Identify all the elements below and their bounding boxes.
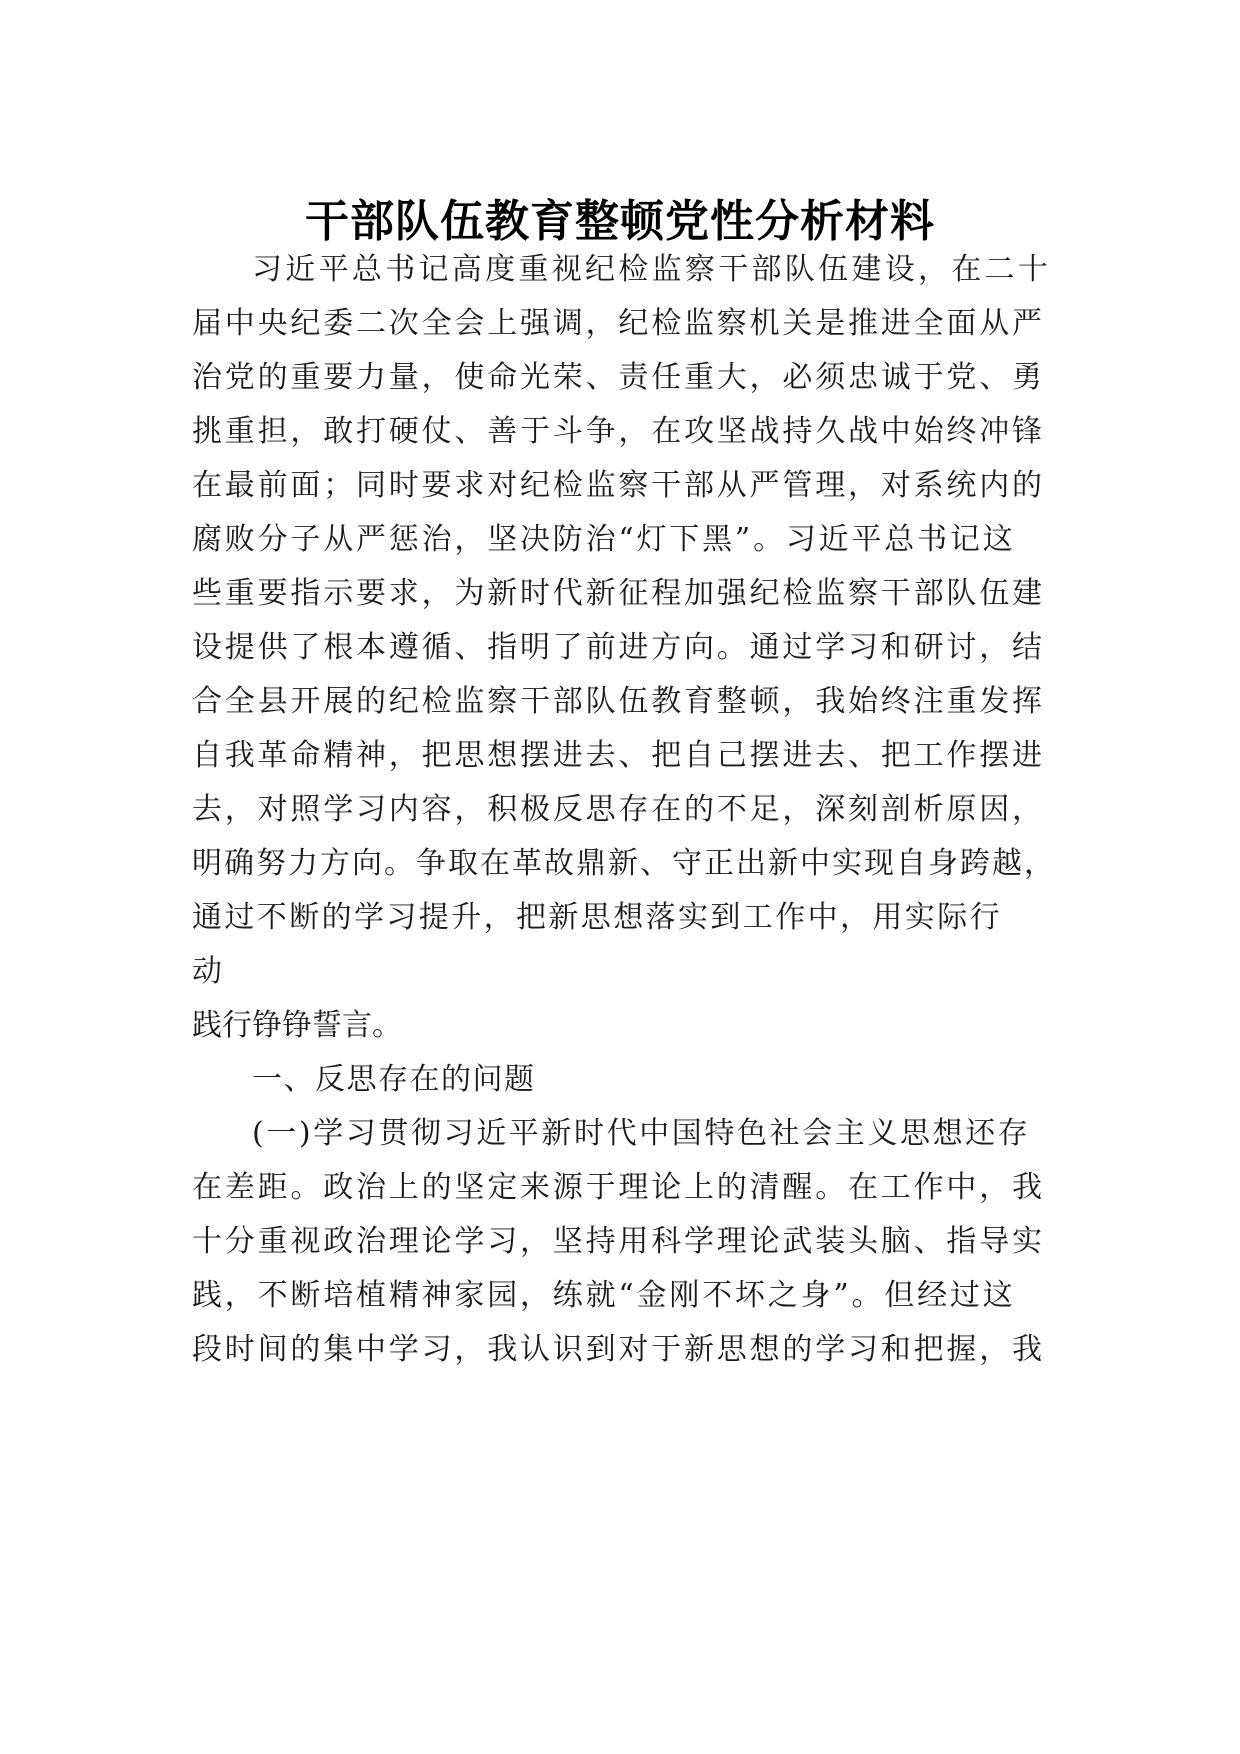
paragraph-line: 去，对照学习内容，积极反思存在的不足，深刻剖析原因， bbox=[192, 792, 1045, 827]
paragraph-line: (一)学习贯彻习近平新时代中国特色社会主义思想还存 bbox=[252, 1116, 1031, 1151]
paragraph-line: 设提供了根本遵循、指明了前进方向。通过学习和研讨，结 bbox=[192, 630, 1045, 665]
paragraph-line: 届中央纪委二次全会上强调，纪检监察机关是推进全面从严 bbox=[192, 306, 1045, 341]
paragraph-line: 践，不断培植精神家园，练就“金刚不坏之身”。但经过这 bbox=[192, 1278, 1016, 1313]
paragraph-line: 腐败分子从严惩治，坚决防治“灯下黑”。习近平总书记这 bbox=[192, 522, 1016, 557]
paragraph-line: 挑重担，敢打硬仗、善于斗争，在攻坚战持久战中始终冲锋 bbox=[192, 414, 1045, 449]
paragraph-line: 习近平总书记高度重视纪检监察干部队伍建设，在二十 bbox=[252, 252, 1052, 287]
paragraph-line: 些重要指示要求，为新时代新征程加强纪检监察干部队伍建 bbox=[192, 576, 1045, 611]
paragraph-line: 合全县开展的纪检监察干部队伍教育整顿，我始终注重发挥 bbox=[192, 684, 1045, 719]
paragraph-line: 明确努力方向。争取在革故鼎新、守正出新中实现自身跨越， bbox=[192, 846, 1056, 881]
paragraph-line: 段时间的集中学习，我认识到对于新思想的学习和把握，我 bbox=[192, 1332, 1045, 1367]
paragraph-line: 践行铮铮誓言。 bbox=[192, 1008, 402, 1043]
paragraph-line: 自我革命精神，把思想摆进去、把自己摆进去、把工作摆进 bbox=[192, 738, 1045, 773]
paragraph-line: 在差距。政治上的坚定来源于理论上的清醒。在工作中，我 bbox=[192, 1170, 1045, 1205]
paragraph-line: 动 bbox=[192, 954, 222, 989]
section-heading: 一、反思存在的问题 bbox=[252, 1062, 536, 1097]
paragraph-line: 通过不断的学习提升，把新思想落实到工作中，用实际行 bbox=[192, 900, 1002, 935]
paragraph-line: 十分重视政治理论学习，坚持用科学理论武装头脑、指导实 bbox=[192, 1224, 1045, 1259]
paragraph-line: 治党的重要力量，使命光荣、责任重大，必须忠诚于党、勇 bbox=[192, 360, 1045, 395]
document-title: 干部队伍教育整顿党性分析材料 bbox=[305, 196, 935, 247]
paragraph-line: 在最前面；同时要求对纪检监察干部从严管理，对系统内的 bbox=[192, 468, 1045, 503]
